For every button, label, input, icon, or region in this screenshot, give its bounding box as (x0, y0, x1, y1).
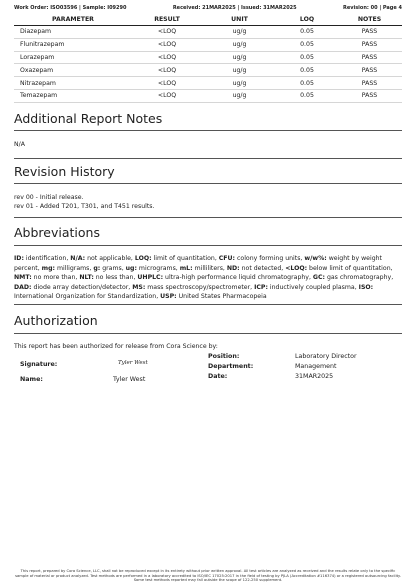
abbr-definition: weight by weight percent, (14, 255, 382, 272)
result-cell: <LOQ (132, 38, 202, 51)
unit-cell: ug/g (202, 89, 277, 102)
notes-text: N/A (14, 141, 25, 148)
page-header (14, 5, 402, 14)
results-table (14, 14, 402, 103)
column-header-parameter: PARAMETER (14, 14, 132, 26)
abbr-definition: identification, (23, 255, 71, 262)
abbreviations-section-title: Abbreviations (14, 225, 100, 240)
abbr-term: USP: (160, 293, 177, 301)
authorization-section-title: Authorization (14, 313, 98, 328)
loq-cell: 0.05 (277, 89, 337, 102)
abbr-term: g: (93, 264, 101, 272)
abbr-term: mL: (179, 264, 193, 272)
notes-cell: PASS (337, 38, 402, 51)
table-header-row (14, 14, 402, 26)
loq-cell: 0.05 (277, 77, 337, 90)
abbr-definition: gas chromatography, (325, 274, 394, 282)
abbr-definition: no less than, (93, 274, 138, 282)
abbr-term: <LOQ: (285, 264, 308, 272)
section-divider (14, 304, 402, 305)
abbr-definition: International Organization for Standardization, (14, 293, 161, 301)
result-cell: <LOQ (132, 51, 202, 64)
section-divider (14, 217, 402, 218)
position-label: Position: (208, 353, 240, 360)
loq-cell: 0.05 (277, 51, 337, 64)
parameter-cell: Temazepam (14, 89, 132, 102)
table-row (14, 51, 402, 64)
column-header-notes: NOTES (337, 14, 402, 26)
name-label: Name: (20, 376, 43, 383)
abbr-term: w/w%: (304, 255, 327, 262)
result-cell: <LOQ (132, 77, 202, 90)
result-cell: <LOQ (132, 89, 202, 102)
unit-cell: ug/g (202, 38, 277, 51)
abbr-definition: not detected, (239, 264, 286, 272)
section-divider (14, 333, 402, 334)
abbr-definition: limit of quantitation, (151, 255, 219, 262)
parameter-cell: Nitrazepam (14, 77, 132, 90)
unit-cell: ug/g (202, 51, 277, 64)
notes-cell: PASS (337, 77, 402, 90)
column-header-unit: UNIT (202, 14, 277, 26)
abbr-definition: grams, (100, 264, 126, 272)
section-divider (14, 183, 402, 184)
section-divider (14, 130, 402, 131)
unit-cell: ug/g (202, 77, 277, 90)
dates-label: Received: 21MAR2025 | Issued: 31MAR2025 (172, 5, 297, 11)
abbr-term: LOQ: (134, 255, 152, 262)
abbr-term: ug: (125, 264, 137, 272)
abbr-definition: not applicable, (85, 255, 135, 262)
work-order-label: Work Order: ISO03596 | Sample: I09290 (14, 5, 127, 11)
revision-line: rev 01 - Added T201, T301, and T451 results. (14, 203, 155, 210)
abbr-definition: colony forming units, (235, 255, 305, 262)
table-row (14, 38, 402, 51)
footer-disclaimer: This report, prepared by Cora Science, LLC, shall not be reproduced except in its entirety without prior written approval. All test articles are analyzed as received and the results relate only to the specific sample of material or product analyzed. Test methods are performed in a laboratory accredited to ISO/IEC 17025:2017 in the field of testing by PJLA (Accreditation #116374) or a registered outsourcing facility. Some test methods reported may fall outside the scope of 122-250 supplement. (15, 569, 401, 583)
loq-cell: 0.05 (277, 64, 337, 77)
result-cell: <LOQ (132, 26, 202, 39)
revision-section-title: Revision History (14, 164, 115, 179)
abbr-term: NLT: (79, 274, 94, 282)
abbr-term: ID: (14, 255, 24, 262)
abbr-term: NMT: (14, 274, 32, 282)
section-divider (14, 245, 402, 246)
abbr-definition: United States Pharmacopeia (176, 293, 267, 301)
notes-cell: PASS (337, 64, 402, 77)
table-row (14, 26, 402, 39)
position-value: Laboratory Director (295, 353, 357, 360)
abbr-definition: below limit of quantitation, (307, 264, 393, 272)
parameter-cell: Oxazepam (14, 64, 132, 77)
table-row (14, 89, 402, 102)
table-row (14, 64, 402, 77)
abbr-definition: no more than, (31, 274, 80, 282)
abbr-definition: micrograms, (136, 264, 180, 272)
abbr-term: CFU: (218, 255, 236, 262)
abbr-definition: mass spectroscopy/spectrometer, (145, 283, 255, 291)
authorization-intro: This report has been authorized for release from Cora Science by: (14, 343, 218, 350)
name-value: Tyler West (113, 376, 146, 383)
department-value: Management (295, 363, 337, 370)
abbr-definition: milliliters, (192, 264, 227, 272)
abbr-definition: ultra-high performance liquid chromatography, (163, 274, 313, 282)
abbr-term: ISO: (358, 283, 374, 291)
signature-label: Signature: (20, 361, 58, 368)
abbr-term: MS: (132, 283, 146, 291)
abbr-term: N/A: (70, 255, 86, 262)
notes-section-title: Additional Report Notes (14, 111, 163, 126)
loq-cell: 0.05 (277, 38, 337, 51)
result-cell: <LOQ (132, 64, 202, 77)
abbr-definition: diode array detection/detector, (31, 283, 133, 291)
abbr-term: UHPLC: (137, 274, 164, 282)
date-label: Date: (208, 373, 228, 380)
abbr-term: mg: (41, 264, 55, 272)
parameter-cell: Diazepam (14, 26, 132, 39)
revision-line: rev 00 - Initial release. (14, 194, 84, 201)
abbr-term: GC: (312, 274, 325, 282)
table-row (14, 77, 402, 90)
notes-cell: PASS (337, 89, 402, 102)
department-label: Department: (208, 363, 254, 370)
revision-label: Revision: 00 | Page 4 (342, 5, 402, 11)
parameter-cell: Lorazepam (14, 51, 132, 64)
abbr-term: DAD: (14, 283, 32, 291)
column-header-result: RESULT (132, 14, 202, 26)
signature-image: Tyler West (118, 360, 148, 366)
column-header-loq: LOQ (277, 14, 337, 26)
abbr-term: ICP: (254, 283, 268, 291)
date-value: 31MAR2025 (295, 373, 334, 380)
abbr-term: ND: (226, 264, 240, 272)
notes-cell: PASS (337, 26, 402, 39)
notes-cell: PASS (337, 51, 402, 64)
unit-cell: ug/g (202, 26, 277, 39)
abbreviations-text (14, 254, 402, 302)
abbr-definition: milligrams, (55, 264, 94, 272)
parameter-cell: Flunitrazepam (14, 38, 132, 51)
section-divider (14, 158, 402, 159)
unit-cell: ug/g (202, 64, 277, 77)
loq-cell: 0.05 (277, 26, 337, 39)
abbr-definition: inductively coupled plasma, (267, 283, 359, 291)
